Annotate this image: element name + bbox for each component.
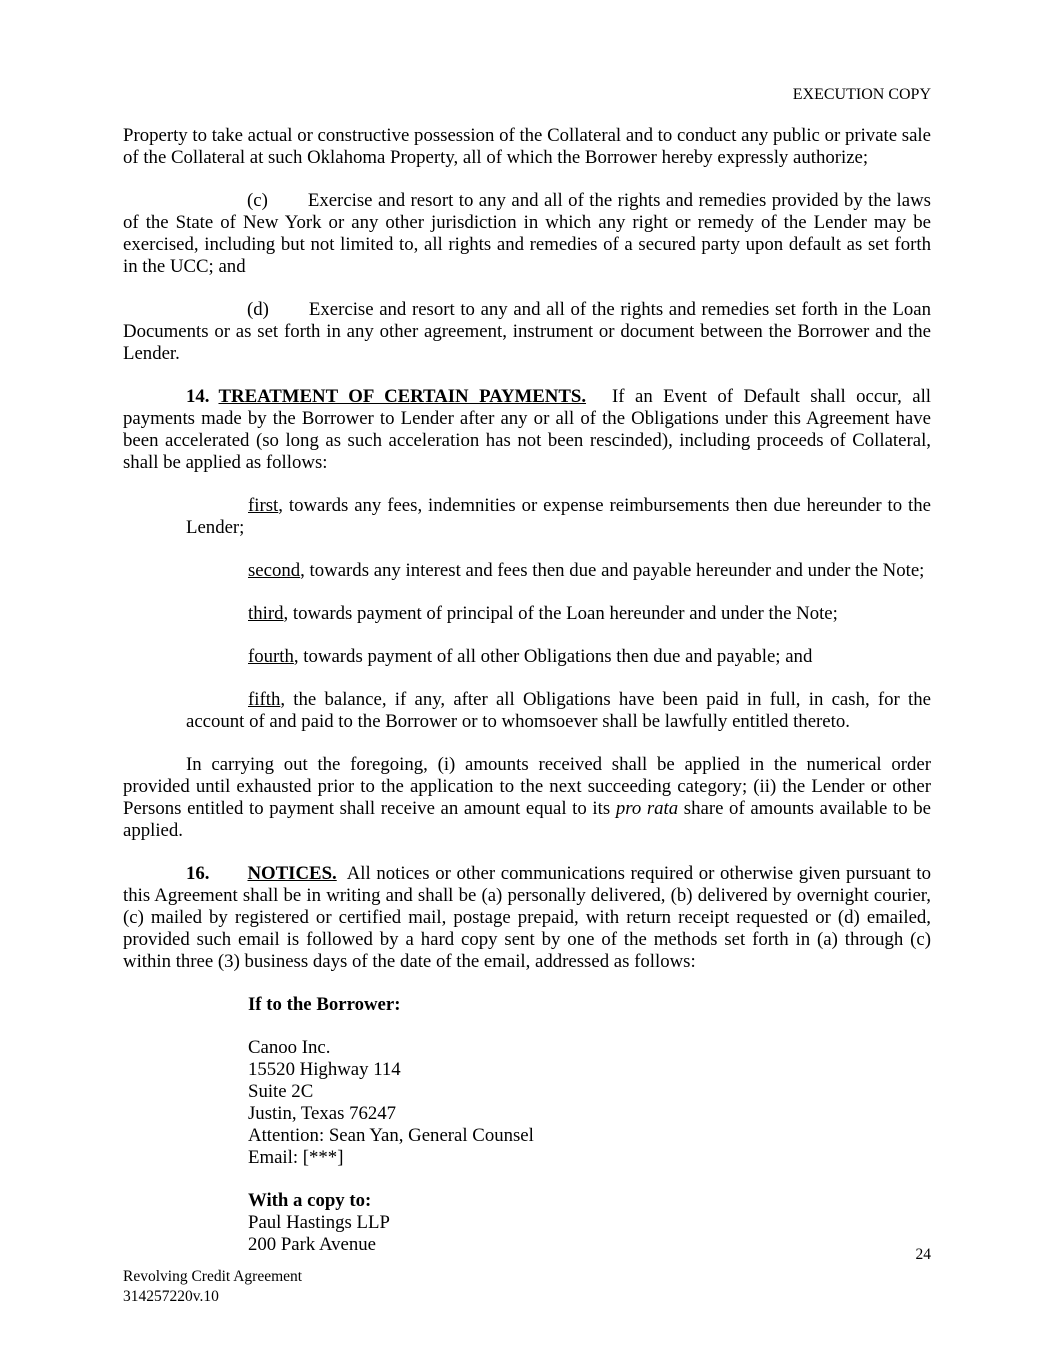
priority-text-third: , towards payment of principal of the Loan hereunder and under the Note; (283, 603, 838, 624)
section-14-treatment-of-certain-payments (123, 386, 931, 474)
section-16-heading: NOTICES. (247, 863, 337, 884)
borrower-address-line-suite: Suite 2C (248, 1081, 314, 1102)
section-14-heading: TREATMENT OF CERTAIN PAYMENTS. (218, 386, 587, 407)
paragraph-remedy-c (123, 190, 931, 278)
paragraph-remedy-d (123, 299, 931, 365)
footer-doc-title: Revolving Credit Agreement (123, 1268, 303, 1285)
paragraph-carrying-out (123, 754, 931, 842)
clause-d-text: Exercise and resort to any and all of the rights and remedies set forth in the Loan Documents or as set forth in any other agreement, instrument or document between the Borrower and the Lender. (123, 299, 931, 364)
priority-item-second (186, 560, 931, 582)
borrower-address-line-email: Email: [***] (248, 1147, 344, 1168)
carrying-text-2: share of amounts available to be applied. (123, 798, 932, 841)
section-16-notices (123, 863, 931, 973)
priority-term-fifth: fifth (248, 689, 281, 710)
borrower-address-block (248, 1037, 931, 1169)
section-14-text: If an Event of Default shall occur, all payments made by the Borrower to Lender after any or all of the Obligations under this Agreement have been accelerated (so long as such acceleration has not been rescinded), including proceeds of Collateral, shall be applied as follows: (123, 386, 932, 473)
borrower-address-line-company: Canoo Inc. (248, 1037, 331, 1058)
priority-term-first: first (248, 495, 279, 516)
copy-notice-block (248, 1190, 931, 1256)
priority-term-fourth: fourth (248, 646, 294, 667)
copy-address-line-street: 200 Park Avenue (248, 1234, 376, 1255)
priority-text-fourth: , towards payment of all other Obligations then due and payable; and (293, 646, 813, 667)
copy-address-line-firm: Paul Hastings LLP (248, 1212, 390, 1233)
priority-item-first (186, 495, 931, 539)
clause-c-text: Exercise and resort to any and all of the rights and remedies provided by the laws of the State of New York or any other jurisdiction in which any right or remedy of the Lender may be exercised, including but not limited to, all rights and remedies of a secured party upon default as set forth in the UCC; and (123, 190, 931, 277)
borrower-notice-heading: If to the Borrower: (248, 994, 401, 1015)
clause-d-label: (d) (247, 299, 269, 320)
priority-item-third (186, 603, 931, 625)
execution-copy-label: EXECUTION COPY (792, 86, 931, 103)
borrower-address-line-attention: Attention: Sean Yan, General Counsel (248, 1125, 534, 1146)
paragraph-collateral-possession: Property to take actual or constructive possession of the Collateral and to conduct any public or private sale of the Collateral at such Oklahoma Property, all of which the Borrower hereby expressly authorize; (123, 125, 931, 168)
section-16-text: All notices or other communications required or otherwise given pursuant to this Agreement shall be in writing and shall be (a) personally delivered, (b) delivered by overnight courier, (c) mailed by registered or certified mail, postage prepaid, with return receipt requested or (d) emailed, provided such email is followed by a hard copy sent by one of the methods set forth in (a) through (c) within three (3) business days of the date of the email, addressed as follows: (123, 863, 931, 972)
borrower-address-line-city: Justin, Texas 76247 (248, 1103, 397, 1124)
pro-rata-italic: pro rata (615, 798, 679, 819)
document-footer (123, 1267, 302, 1307)
footer-doc-id: 314257220v.10 (123, 1288, 219, 1305)
priority-text-fifth: , the balance, if any, after all Obligations have been paid in full, in cash, for the account of and paid to the Borrower or to whomsoever shall be lawfully entitled thereto. (186, 689, 931, 732)
clause-c-label: (c) (247, 190, 268, 211)
section-16-number: 16. (186, 863, 210, 884)
priority-item-fourth (186, 646, 931, 668)
priority-text-second: , towards any interest and fees then due and payable hereunder and under the Note; (300, 560, 925, 581)
priority-text-first: , towards any fees, indemnities or expense reimbursements then due hereunder to the Lender; (186, 495, 931, 538)
page-number: 24 (915, 1246, 931, 1263)
section-14-number: 14. (186, 386, 210, 407)
priority-term-third: third (248, 603, 284, 624)
priority-term-second: second (248, 560, 301, 581)
borrower-address-line-street: 15520 Highway 114 (248, 1059, 401, 1080)
copy-notice-heading: With a copy to: (248, 1190, 372, 1211)
priority-item-fifth (186, 689, 931, 733)
carrying-text-1: In carrying out the foregoing, (i) amounts received shall be applied in the numerical order provided until exhausted prior to the application to the next succeeding category; (ii) the Lender or other Persons entitled to payment shall receive an amount equal to its (123, 754, 931, 819)
